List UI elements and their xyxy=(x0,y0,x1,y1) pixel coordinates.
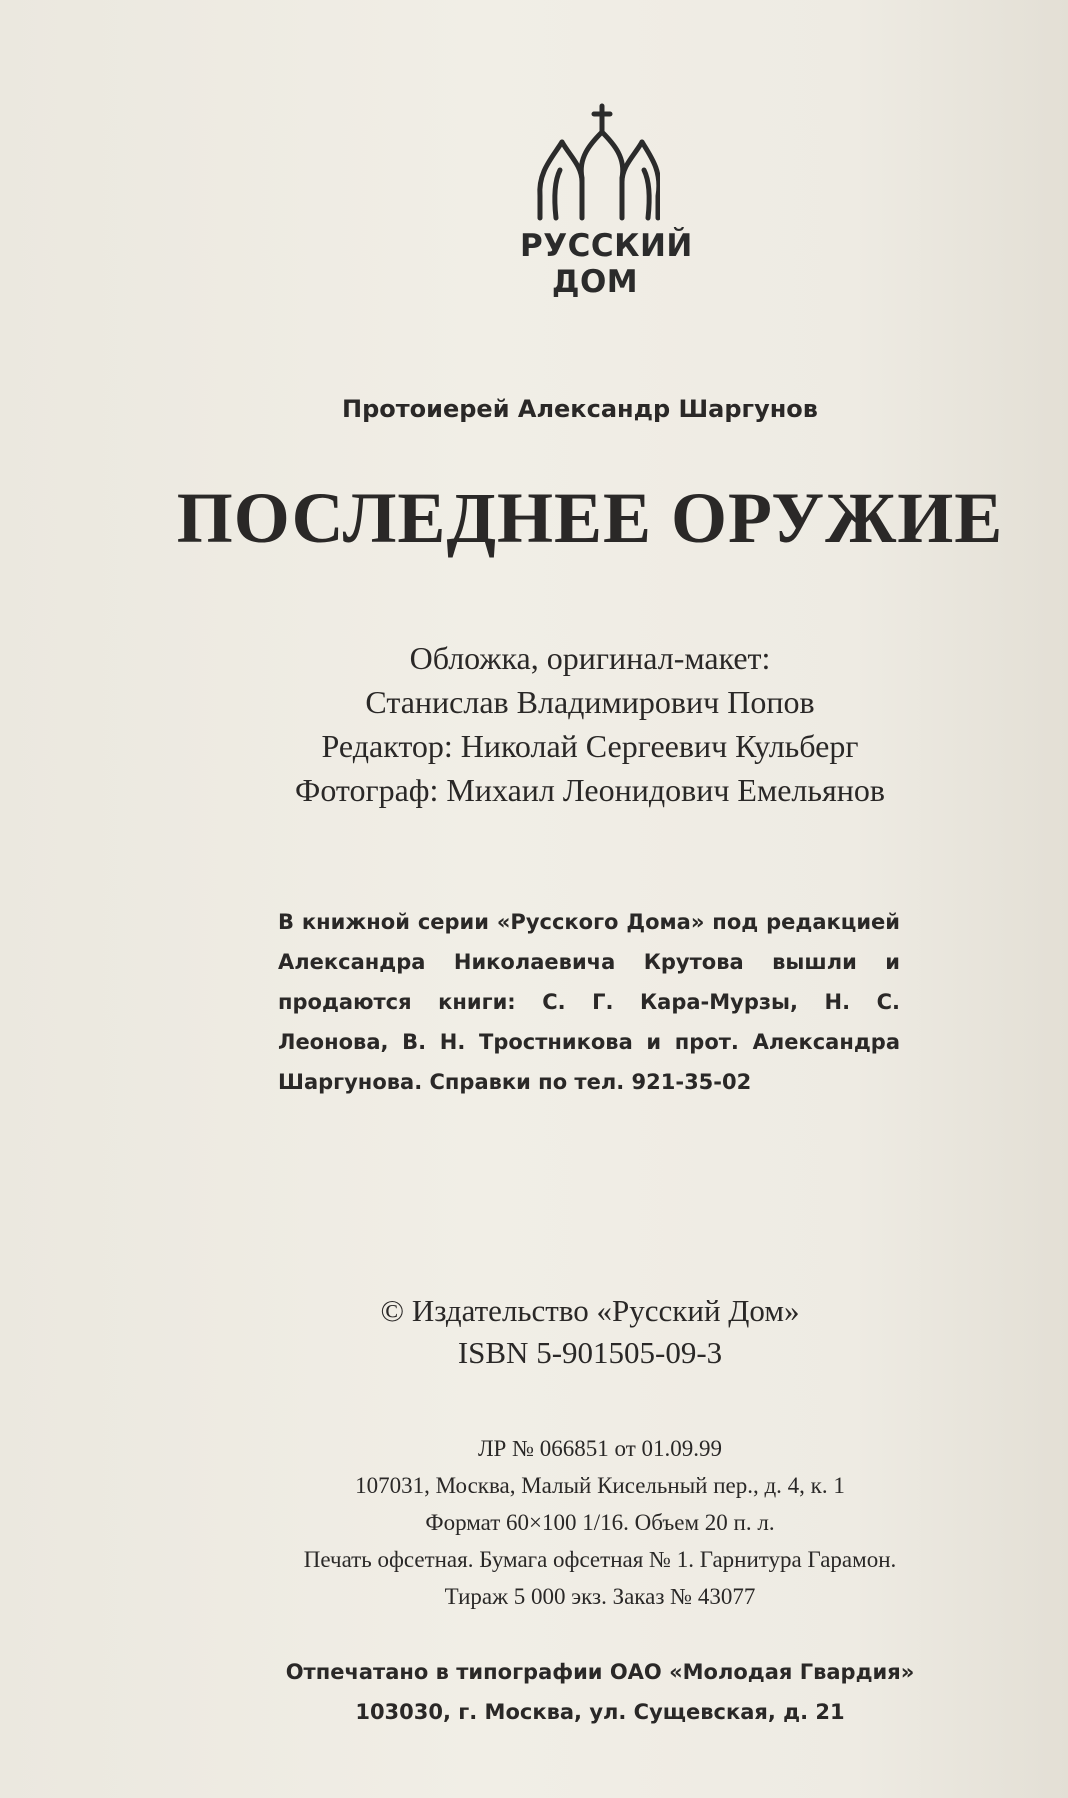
credit-line: Редактор: Николай Сергеевич Кульберг xyxy=(321,728,859,764)
credit-line: Станислав Владимирович Попов xyxy=(365,684,815,720)
imprint-line: Тираж 5 000 экз. Заказ № 43077 xyxy=(444,1584,756,1609)
series-note: В книжной серии «Русского Дома» под редакцией Александра Николаевича Крутова вышли и продаются книги: С. Г. Кара-Мурзы, Н. С. Леонова, В. Н. Тростникова и прот. Александра Шаргунова. Справки по тел. 921-35-02 xyxy=(278,910,900,1094)
logo-line-2: ДОМ xyxy=(551,264,639,300)
copyright-block xyxy=(280,1290,900,1374)
printer-line: 103030, г. Москва, ул. Сущевская, д. 21 xyxy=(355,1700,845,1724)
credits-block xyxy=(200,636,980,812)
church-domes-icon xyxy=(530,100,660,240)
logo-line-1: РУССКИЙ xyxy=(520,228,693,264)
imprint-line: 107031, Москва, Малый Кисельный пер., д. 4, к. 1 xyxy=(355,1473,845,1498)
imprint-block xyxy=(200,1430,1000,1615)
imprint-line: Формат 60×100 1/16. Объем 20 п. л. xyxy=(425,1510,775,1535)
imprint-line: ЛР № 066851 от 01.09.99 xyxy=(477,1436,723,1461)
credit-line: Обложка, оригинал-макет: xyxy=(409,640,771,676)
book-title: ПОСЛЕДНЕЕ ОРУЖИЕ xyxy=(176,478,1004,558)
printer-block xyxy=(200,1652,1000,1732)
copyright-line: © Издательство «Русский Дом» xyxy=(380,1293,800,1328)
author-name: Протоиерей Александр Шаргунов xyxy=(342,395,818,423)
logo-wordmark xyxy=(520,228,693,300)
isbn-line: ISBN 5-901505-09-3 xyxy=(457,1335,723,1370)
credit-line: Фотограф: Михаил Леонидович Емельянов xyxy=(295,772,885,808)
imprint-line: Печать офсетная. Бумага офсетная № 1. Гарнитура Гарамон. xyxy=(303,1547,897,1572)
printer-line: Отпечатано в типографии ОАО «Молодая Гвардия» xyxy=(285,1660,915,1684)
publisher-logo xyxy=(520,100,693,300)
